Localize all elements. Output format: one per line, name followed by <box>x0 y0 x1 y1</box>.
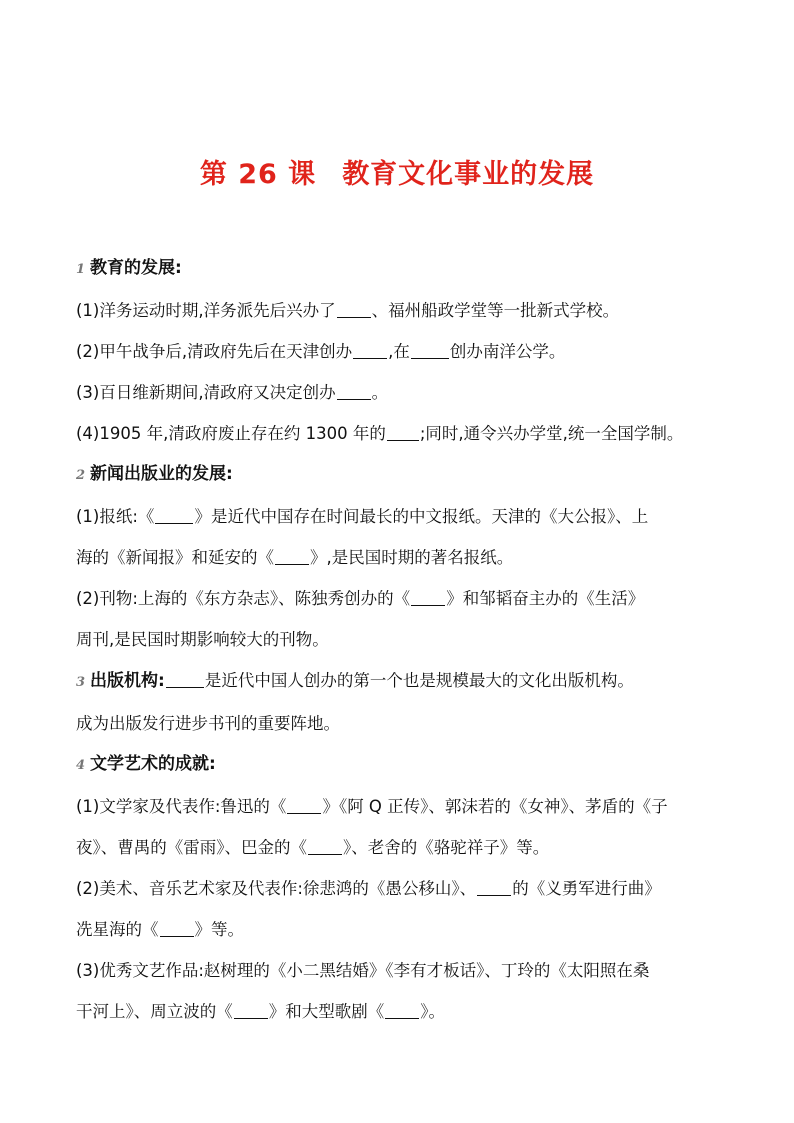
fill-blank[interactable] <box>411 589 445 606</box>
fill-blank[interactable] <box>387 424 419 441</box>
lesson-topic: 教育文化事业的发展 <box>342 159 595 190</box>
s4-line-5: (3)优秀文艺作品:赵树理的《小二黑结婚》《李有才板话》、丁玲的《太阳照在桑 <box>76 961 650 980</box>
s4-line-4: 冼星海的《 》等。 <box>76 920 244 939</box>
s1-line-3: (3)百日维新期间,清政府又决定创办 。 <box>76 383 389 402</box>
fill-blank[interactable] <box>287 797 321 814</box>
s2-line-1: (1)报纸:《 》是近代中国存在时间最长的中文报纸。天津的《大公报》、上 <box>76 507 649 526</box>
fill-blank[interactable] <box>234 1002 268 1019</box>
fill-blank[interactable] <box>477 879 511 896</box>
s4-line-1: (1)文学家及代表作:鲁迅的《 》《阿 Q 正传》、郭沫若的《女神》、茅盾的《子 <box>76 797 668 816</box>
s4-line-6: 干河上》、周立波的《 》和大型歌剧《 》。 <box>76 1002 445 1021</box>
s2-line-2: 海的《新闻报》和延安的《 》,是民国时期的著名报纸。 <box>76 548 514 567</box>
fill-blank[interactable] <box>155 507 193 524</box>
s1-line-2: (2)甲午战争后,清政府先后在天津创办 ,在 创办南洋公学。 <box>76 342 566 361</box>
page-title <box>0 152 794 191</box>
s2-line-4: 周刊,是民国时期影响较大的刊物。 <box>76 630 329 649</box>
fill-blank[interactable] <box>337 383 371 400</box>
s3-line-2: 成为出版发行进步书刊的重要阵地。 <box>76 714 340 733</box>
fill-blank[interactable] <box>160 920 194 937</box>
s4-line-2: 夜》、曹禺的《雷雨》、巴金的《 》、老舍的《骆驼祥子》等。 <box>76 838 550 857</box>
section-3-heading: 3 出版机构: <box>76 671 165 691</box>
fill-blank[interactable] <box>166 671 204 688</box>
s1-line-4: (4)1905 年,清政府废止存在约 1300 年的 ;同时,通令兴办学堂,统一全国学制。 <box>76 424 684 443</box>
worksheet-body <box>76 248 726 1032</box>
section-1-heading: 1 教育的发展: <box>76 258 182 278</box>
s1-line-1: (1)洋务运动时期,洋务派先后兴办了 、福州船政学堂等一批新式学校。 <box>76 301 620 320</box>
fill-blank[interactable] <box>308 838 342 855</box>
lesson-number: 第 26 课 <box>199 159 317 190</box>
s2-line-3: (2)刊物:上海的《东方杂志》、陈独秀创办的《 》和邹韬奋主办的《生活》 <box>76 589 645 608</box>
s3-line-1: 3 出版机构: 是近代中国人创办的第一个也是规模最大的文化出版机构。 <box>76 671 634 691</box>
section-4-heading: 4 文学艺术的成就: <box>76 754 216 774</box>
section-2-heading: 2 新闻出版业的发展: <box>76 464 233 484</box>
fill-blank[interactable] <box>353 342 387 359</box>
fill-blank[interactable] <box>337 301 371 318</box>
fill-blank[interactable] <box>385 1002 419 1019</box>
fill-blank[interactable] <box>275 548 309 565</box>
fill-blank[interactable] <box>411 342 449 359</box>
s4-line-3: (2)美术、音乐艺术家及代表作:徐悲鸿的《愚公移山》、 的《义勇军进行曲》 <box>76 879 661 898</box>
